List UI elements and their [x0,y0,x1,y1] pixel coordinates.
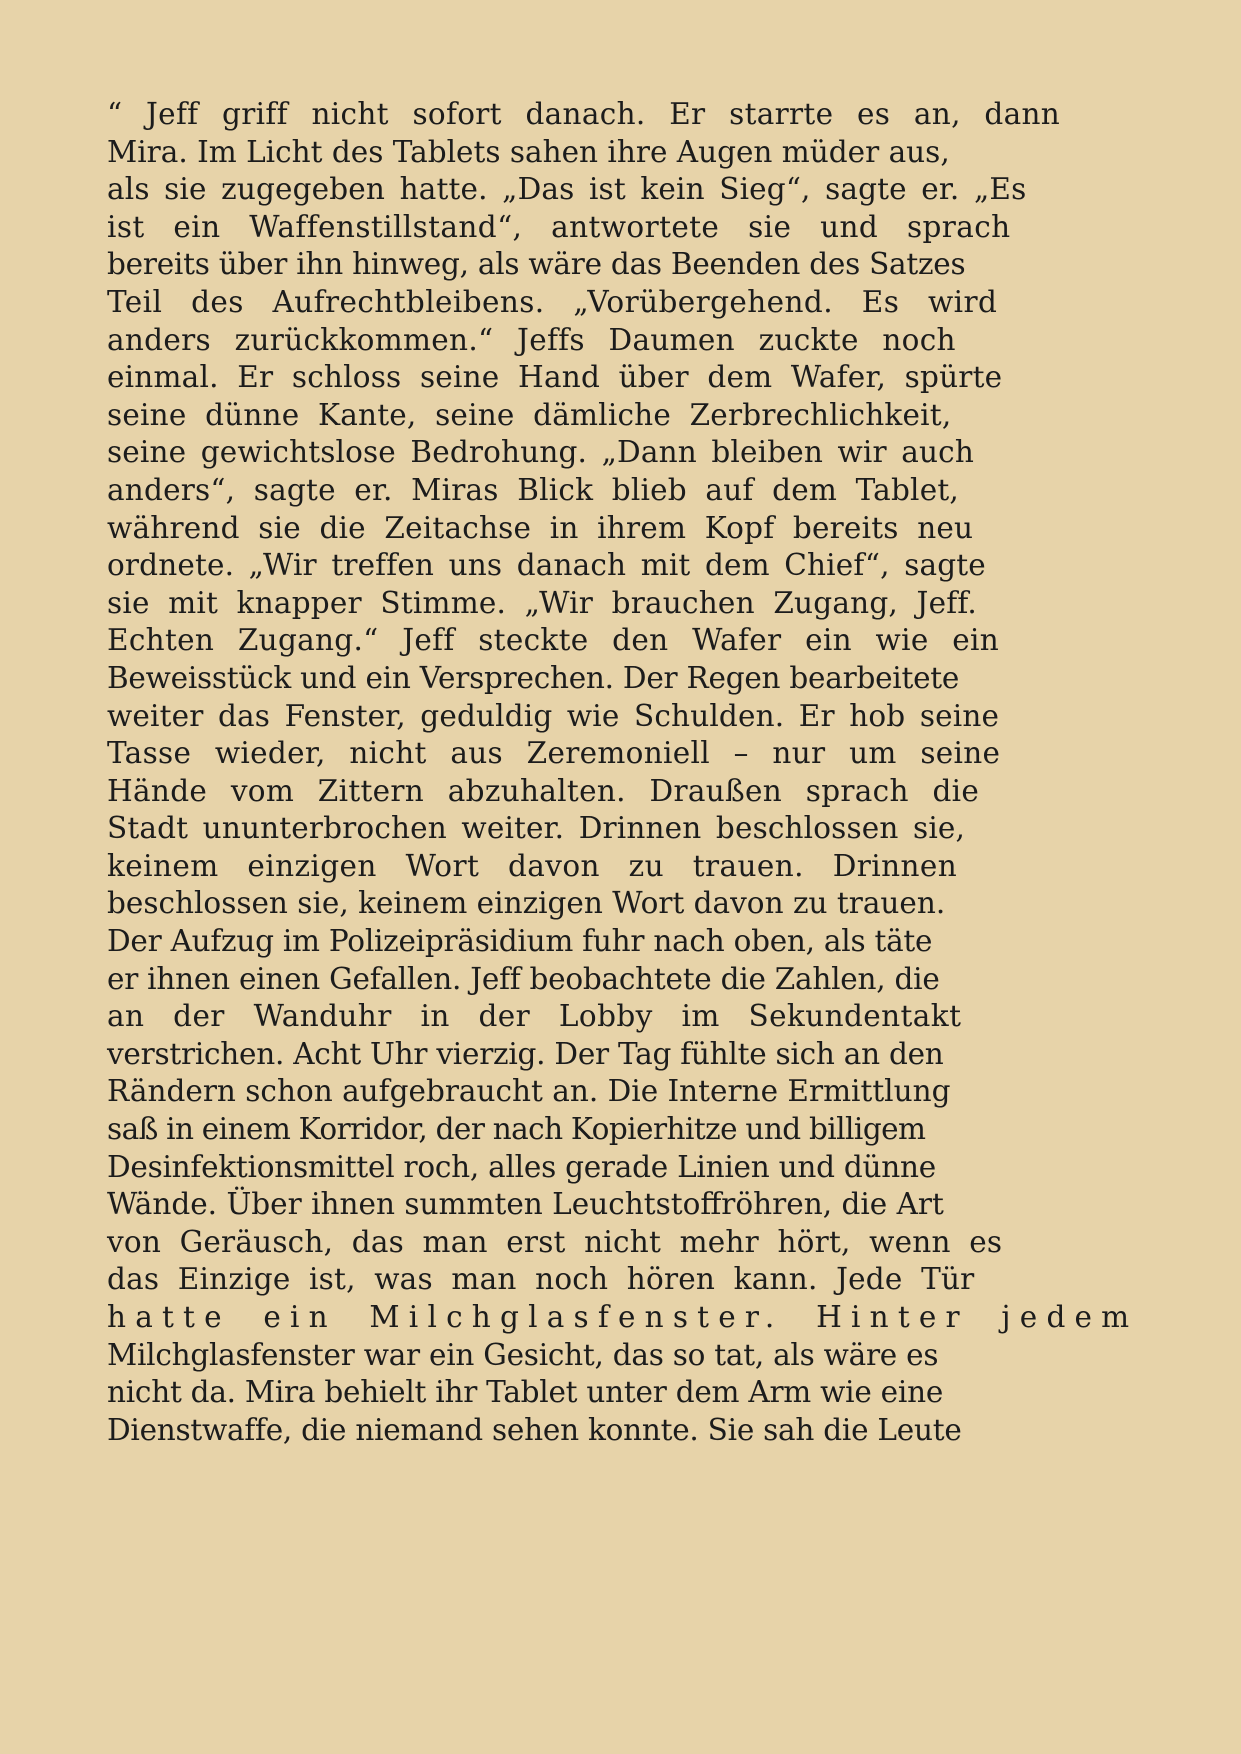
text-line: als sie zugegeben hatte. „Das ist kein Sieg“, sagte er. „Es [107,172,1027,207]
text-line: ordnete. „Wir treffen uns danach mit dem Chief“, sagte [107,548,986,583]
text-line: beschlossen sie, keinem einzigen Wort davon zu trauen. [107,886,946,921]
text-line: seine dünne Kante, seine dämliche Zerbrechlichkeit, [107,397,952,432]
text-line: Milchglasfenster war ein Gesicht, das so tat, als wäre es [107,1337,939,1372]
text-line: seine gewichtslose Bedrohung. „Dann bleiben wir auch [107,435,974,470]
text-line: hatte ein Milchglasfenster. Hinter jedem [107,1300,1139,1334]
text-line: bereits über ihn hinweg, als wäre das Beenden des Satzes [107,247,966,282]
text-line: er ihnen einen Gefallen. Jeff beobachtete die Zahlen, die [107,961,940,996]
text-line: das Einzige ist, was man noch hören kann. Jede Tür [107,1262,975,1297]
text-line: “ Jeff griff nicht sofort danach. Er starrte es an, dann [107,97,1061,131]
text-line: Stadt ununterbrochen weiter. Drinnen beschlossen sie, [107,811,966,846]
text-line: keinem einzigen Wort davon zu trauen. Drinnen [107,848,958,883]
text-line: Teil des Aufrechtbleibens. „Vorübergehend. Es wird [107,284,998,319]
text-line: sie mit knapper Stimme. „Wir brauchen Zugang, Jeff. [107,585,978,620]
text-line: Echten Zugang.“ Jeff steckte den Wafer ein wie ein [107,623,1000,658]
text-line: Der Aufzug im Polizeipräsidium fuhr nach oben, als täte [107,924,933,959]
text-line: nicht da. Mira behielt ihr Tablet unter dem Arm wie eine [107,1375,944,1410]
text-line: an der Wanduhr in der Lobby im Sekundentakt [107,999,962,1034]
text-line: ist ein Waffenstillstand“, antwortete sie und sprach [107,209,1011,244]
body-text-block [107,96,1139,1449]
text-line: Dienstwaffe, die niemand sehen konnte. Sie sah die Leute [107,1412,962,1447]
text-line: weiter das Fenster, geduldig wie Schulden. Er hob seine [107,698,1000,733]
text-line: von Geräusch, das man erst nicht mehr hört, wenn es [107,1224,1003,1259]
text-line: Rändern schon aufgebraucht an. Die Interne Ermittlung [107,1074,951,1109]
text-line: anders zurückkommen.“ Jeffs Daumen zuckte noch [107,322,956,357]
text-line: verstrichen. Acht Uhr vierzig. Der Tag fühlte sich an den [107,1036,944,1071]
text-line: saß in einem Korridor, der nach Kopierhitze und billigem [107,1112,926,1147]
text-line: Hände vom Zittern abzuhalten. Draußen sprach die [107,773,980,808]
text-line: Tasse wieder, nicht aus Zeremoniell – nur um seine [107,736,1001,771]
text-line: Desinfektionsmittel roch, alles gerade Linien und dünne [107,1149,936,1184]
text-line: während sie die Zeitachse in ihrem Kopf bereits neu [107,510,974,545]
text-line: Mira. Im Licht des Tablets sahen ihre Augen müder aus, [107,134,950,169]
text-line: anders“, sagte er. Miras Blick blieb auf dem Tablet, [107,472,959,507]
text-line: Wände. Über ihnen summten Leuchtstoffröhren, die Art [107,1187,944,1222]
text-line: einmal. Er schloss seine Hand über dem Wafer, spürte [107,360,1003,395]
text-line: Beweisstück und ein Versprechen. Der Regen bearbeitete [107,660,960,695]
